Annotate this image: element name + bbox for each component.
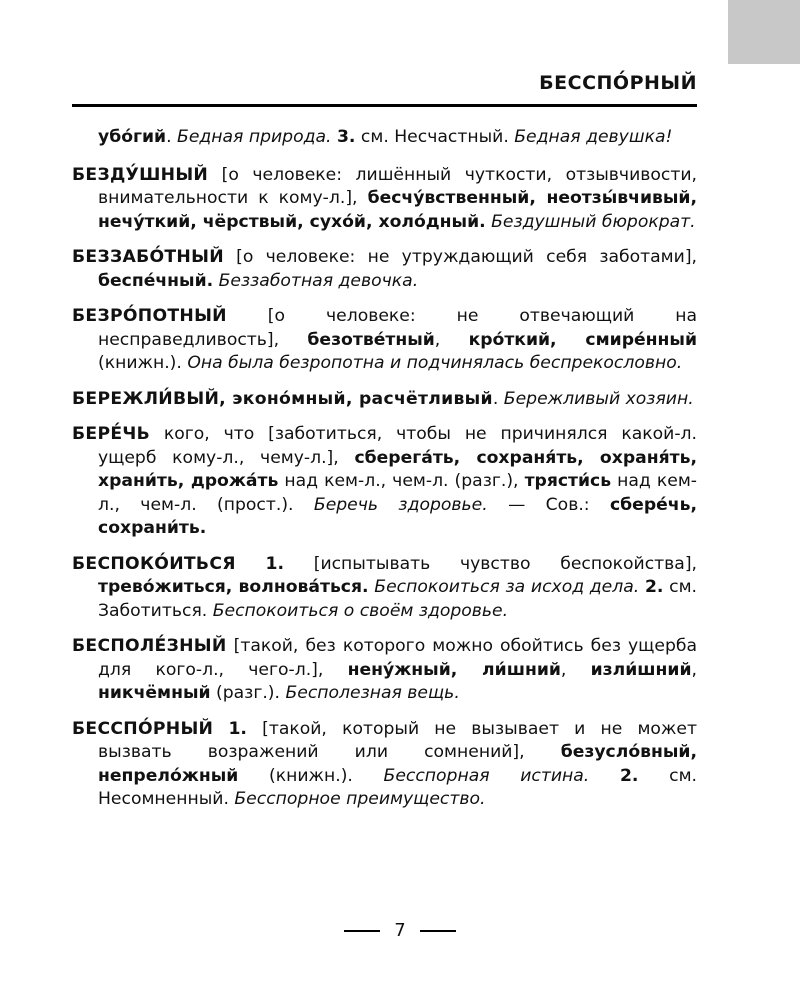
headword: БЕЗДУ́ШНЫЙ bbox=[72, 164, 209, 185]
example: Бесспорная истина. bbox=[383, 765, 590, 786]
example: Бесполезная вещь. bbox=[285, 683, 460, 703]
sense-number: 1. bbox=[228, 718, 247, 739]
synonyms: трево́житься, волнова́ться. bbox=[98, 577, 369, 597]
sense-number: 1. bbox=[265, 553, 285, 574]
example: Бесспорное преимущество. bbox=[234, 789, 486, 809]
synonyms: нену́жный, ли́шний bbox=[347, 659, 561, 680]
footer-rule-left bbox=[344, 930, 380, 932]
header-headword: БЕССПО́РНЫЙ bbox=[539, 72, 697, 94]
synonym: никчёмный bbox=[98, 683, 211, 703]
synonym: безотве́тный bbox=[307, 329, 435, 350]
perfective-synonyms: сбере́чь, сохрани́ть. bbox=[98, 494, 697, 538]
page-corner-tab bbox=[728, 0, 800, 64]
synonyms: безусло́вный, непрело́жный bbox=[98, 742, 697, 786]
synonym: трясти́сь bbox=[524, 471, 612, 491]
example: Она была безропотна и подчинялась беспрекословно. bbox=[187, 353, 683, 373]
entry-bespolezny: БЕСПОЛЕ́ЗНЫЙ [такой, без которого можно обойтись без ущерба для кого-л., чего-л.], нену́жный, ли́шний, изли́шний, никчёмный (разг.). Бесполезная вещь. bbox=[72, 636, 697, 703]
synonyms: бесчу́вственный, неотзы́вчивый, нечу́ткий, чёрствый, сухо́й, холо́дный. bbox=[98, 188, 697, 232]
synonyms: кро́ткий, смире́нный bbox=[468, 329, 697, 350]
example: Бережливый хозяин. bbox=[503, 388, 694, 409]
page-number: 7 bbox=[394, 920, 406, 941]
example: Беречь здоровье. bbox=[313, 494, 488, 515]
example: Беззаботная девочка. bbox=[218, 270, 419, 291]
example: Бедная девушка! bbox=[514, 127, 673, 147]
footer-rule-right bbox=[420, 930, 456, 932]
example: Беспокоиться за исход дела. bbox=[374, 577, 640, 597]
entry-continuation: убо́гий. Бедная природа. 3. см. Несчастный. Бедная девушка! bbox=[98, 127, 673, 147]
entry-bezzabotny: БЕЗЗАБО́ТНЫЙ [о человеке: не утруждающий себя заботами], беспе́чный. Беззаботная девочка. bbox=[72, 247, 697, 291]
entry-berezhlivy: БЕРЕЖЛИ́ВЫЙ, эконо́мный, расчётливый. Бережливый хозяин. bbox=[72, 388, 694, 409]
example: Беспокоиться о своём здоровье. bbox=[212, 600, 509, 621]
sense-number: 2. bbox=[619, 765, 639, 786]
page-footer bbox=[0, 920, 800, 941]
entry-bezdushny: БЕЗДУ́ШНЫЙ [о человеке: лишённый чуткости, отзывчивости, внимательности к кому-л.], бесчу́вственный, неотзы́вчивый, нечу́ткий, чёрствый, сухо́й, холо́дный. Бездушный бюрократ. bbox=[72, 164, 697, 232]
entry-bezropotny: БЕЗРО́ПОТНЫЙ [о человеке: не отвечающий на несправедливость], безотве́тный, кро́ткий, смире́нный (книжн.). Она была безропотна и подчинялась беспрекословно. bbox=[72, 306, 697, 373]
headword: БЕСПОКО́ИТЬСЯ bbox=[72, 553, 236, 574]
entry-bespokoitsya: БЕСПОКО́ИТЬСЯ 1. [испытывать чувство беспокойства], трево́житься, волнова́ться. Беспокоиться за исход дела. 2. см. Заботиться. Беспокоиться о своём здоровье. bbox=[72, 553, 698, 621]
headword: БЕЗРО́ПОТНЫЙ bbox=[72, 306, 227, 326]
dictionary-body bbox=[72, 126, 697, 824]
entry-berech: БЕРЕ́ЧЬ кого, что [заботиться, чтобы не причинялся какой-л. ущерб кому-л., чему-л.], сберега́ть, сохраня́ть, охраня́ть, храни́ть, дрожа́ть над кем-л., чем-л. (разг.), трясти́сь над кем-л., чем-л. (прост.). Беречь здоровье. — Сов.: сбере́чь, сохрани́ть. bbox=[72, 424, 698, 538]
synonyms: беспе́чный. bbox=[98, 270, 214, 291]
entry-missporny: БЕССПО́РНЫЙ 1. [такой, который не вызывает и не может вызвать возражений или сомнений], безусло́вный, непрело́жный (книжн.). Бесспорная истина. 2. см. Несомненный. Бесспорное преимущество. bbox=[72, 718, 698, 809]
headword: БЕРЕЖЛИ́ВЫЙ, эконо́мный, расчётливый bbox=[72, 388, 493, 409]
headword: БЕЗЗАБО́ТНЫЙ bbox=[72, 247, 224, 267]
headword: БЕСПОЛЕ́ЗНЫЙ bbox=[72, 636, 227, 656]
headword: БЕРЕ́ЧЬ bbox=[72, 424, 150, 444]
synonym: изли́шний bbox=[590, 659, 692, 680]
synonym: убо́гий bbox=[98, 127, 167, 147]
synonyms: сберега́ть, сохраня́ть, охраня́ть, храни́ть, дрожа́ть bbox=[98, 447, 698, 491]
example: Бездушный бюрократ. bbox=[491, 211, 696, 232]
headword: БЕССПО́РНЫЙ bbox=[72, 718, 214, 739]
sense-number: 3. bbox=[336, 127, 356, 147]
running-header bbox=[72, 68, 697, 107]
example: Бедная природа. bbox=[177, 127, 332, 147]
sense-number: 2. bbox=[644, 577, 664, 597]
